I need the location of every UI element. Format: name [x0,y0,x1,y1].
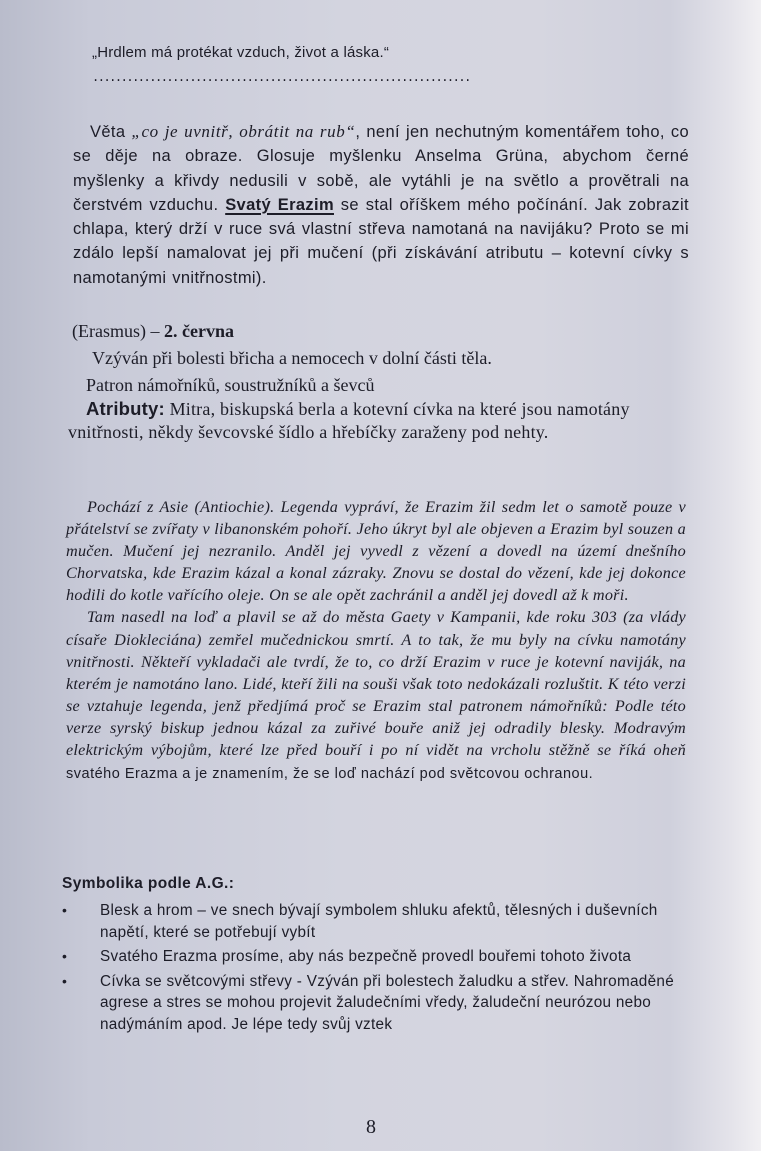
dotted-separator: .................................................................. [92,70,470,84]
intro-text-start: Věta [90,123,132,141]
saint-info [72,318,712,399]
legend-paragraph-2 [66,606,686,785]
list-item [62,900,682,943]
invocation-line: Vzýván při bolesti břicha a nemocech v dolní části těla. [92,348,492,368]
list-item [62,971,682,1036]
attributes-text: Mitra, biskupská berla a kotevní cívka na které jsou namotány vnitřnosti, někdy ševcovské šídlo a hřebíčky zaraženy pod nehty. [68,399,630,442]
list-item [62,946,682,968]
patron-line: Patron námořníků, soustružníků a ševců [86,375,375,395]
intro-text-middle: , není jen nechutným komentářem toho, co se děje na obraze. Glosuje myšlenku Anselma Grüna, abychom černé myšlenky a křivdy nedusili v sobě, ale vytáhli je na světlo a provětrali na čerstvém vzduchu. [73,123,689,214]
legend-p2-italic: Tam nasedl na loď a plavil se až do města Gaety v Kampanii, kde roku 303 (za vlády císaře Diokleciána) zemřel mučednickou smrtí. A to tak, že mu byly na cívku namotány vnitřnosti. Někteří vykladači ale tvrdí, že to, co drží Erazim v ruce je kotevní naviják, na kterém je namotáno lano. Lidé, kteří žili na souši však toto nedokázali rozluštit. K této verzi se vztahuje legenda, jenž předjímá proč se Erazim stal patronem námořníků: Podle této verze syrský biskup jednou kázal za zuřivé bouře aniž jej odradily blesky. Modravým elektrickým výbojům, které lze před bouří i po ní vidět na vrcholu stěžně se říká oheň [66,608,686,760]
attributes-label: Atributy: [86,398,165,419]
symbolism-heading: Symbolika podle A.G.: [62,875,235,892]
italic-quote: „co je uvnitř, obrátit na rub“ [131,122,356,141]
attributes-block [68,398,688,443]
legend-text [66,496,686,785]
list-item-text: Blesk a hrom – ve snech bývají symbolem shluku afektů, tělesných i duševních napětí, které se potřebují vybít [100,902,658,941]
list-item-text: Svatého Erazma prosíme, aby nás bezpečně provedl bouřemi tohoto života [100,948,632,965]
bullet-icon: • [62,902,68,918]
bullet-icon: • [62,948,68,964]
epigraph-quote: „Hrdlem má protékat vzduch, život a láska.“ [92,44,390,61]
intro-paragraph [73,120,689,290]
legend-paragraph-1: Pochází z Asie (Antiochie). Legenda vypráví, že Erazim žil sedm let o samotě pouze v přátelství se zvířaty v libanonském pohoří. Jeho úkryt byl ale objeven a Erazim byl souzen a mučen. Mučení jej nezranilo. Anděl jej vyvedl z vězení a dovedl na území dnešního Chorvatska, kde Erazim kázal a konal zázraky. Znovu se dostal do vězení, kde jej dokonce hodili do kotle vařícího oleje. On se ale opět zachránil a anděl jej dovedl až k moři. [66,498,686,605]
list-item-text: Cívka se světcovými střevy - Vzýván při bolestech žaludku a střev. Nahromaděné agrese a stres se mohou projevit žaludečními vředy, žaludeční neurózou nebo nadýmáním apod. Je lépe tedy svůj vztek [100,972,675,1033]
page-number: 8 [366,1116,376,1138]
feast-date: 2. června [163,321,234,341]
symbolism-list [62,900,682,1038]
bullet-icon: • [62,972,68,989]
feast-prefix: (Erasmus) – [72,321,164,341]
legend-p2-upright: svatého Erazma a je znamením, že se loď nachází pod světcovou ochranou. [66,766,594,783]
feast-day-line [72,318,712,345]
intro-text-end: se stal oříškem mého počínání. Jak zobrazit chlapa, který drží v ruce svá vlastní střeva namotaná na navijáku? Proto se mi zdálo lepší namalovat jej při mučení (při získávání atributu – kotevní cívky s namotanými vnitřnostmi). [73,195,689,287]
saint-name-heading: Svatý Erazim [225,195,334,214]
